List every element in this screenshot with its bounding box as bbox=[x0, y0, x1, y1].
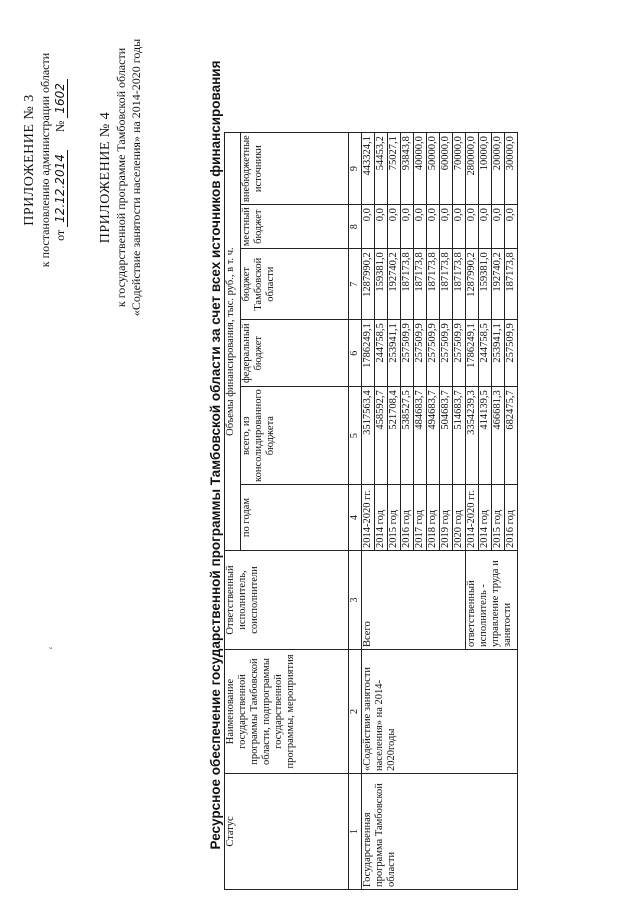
federal-cell: 244758,5 bbox=[479, 320, 492, 387]
total-cell: 521708,4 bbox=[388, 387, 401, 485]
regional-cell: 187173,8 bbox=[440, 249, 453, 320]
index-cell: 3 bbox=[349, 551, 362, 650]
table-row bbox=[362, 133, 375, 890]
appendix3-header bbox=[22, 5, 68, 315]
total-cell: 538527,5 bbox=[401, 387, 414, 485]
appendix3-title: ПРИЛОЖЕНИЕ № 3 bbox=[22, 94, 37, 226]
year-cell: 2015 год bbox=[492, 485, 505, 551]
federal-cell: 257509,9 bbox=[440, 320, 453, 387]
total-cell: 494683,7 bbox=[427, 387, 440, 485]
extra-cell: 40000,0 bbox=[414, 133, 427, 205]
total-cell: 3517563,4 bbox=[362, 387, 375, 485]
year-cell: 2014-2020 гг. bbox=[362, 485, 375, 551]
extra-cell: 60000,0 bbox=[440, 133, 453, 205]
extra-cell: 50000,0 bbox=[427, 133, 440, 205]
regional-cell: 187173,8 bbox=[401, 249, 414, 320]
responsible-cell: Всего bbox=[362, 551, 466, 650]
extra-cell: 10000,0 bbox=[479, 133, 492, 205]
regional-cell: 187173,8 bbox=[505, 249, 518, 320]
regional-cell: 187173,8 bbox=[453, 249, 466, 320]
status-cell: Государственная программа Тамбовской области bbox=[362, 774, 518, 890]
local-cell: 0,0 bbox=[492, 205, 505, 249]
total-cell: 414139,5 bbox=[479, 387, 492, 485]
year-cell: 2016 год bbox=[401, 485, 414, 551]
index-cell: 8 bbox=[349, 205, 362, 249]
regional-cell: 192740,2 bbox=[388, 249, 401, 320]
header-volumes: Объемы финансирования, тыс. руб., в т. ч. bbox=[225, 133, 241, 551]
local-cell: 0,0 bbox=[401, 205, 414, 249]
year-cell: 2019 год bbox=[440, 485, 453, 551]
header-status: Статус bbox=[225, 774, 349, 890]
local-cell: 0,0 bbox=[440, 205, 453, 249]
year-cell: 2017 год bbox=[414, 485, 427, 551]
total-cell: 3354239,3 bbox=[466, 387, 479, 485]
regional-cell: 187173,8 bbox=[427, 249, 440, 320]
total-cell: 458592,7 bbox=[375, 387, 388, 485]
header-name: Наименование государственной программы Тамбовской области, подпрограммы государственной программы, мероприятия bbox=[225, 650, 349, 774]
responsible-cell: ответственный исполнитель - управление труда и занятости bbox=[466, 551, 518, 650]
main-title: Ресурсное обеспечение государственной программы Тамбовской области за счет всех источников финансирования bbox=[208, 60, 223, 850]
local-cell: 0,0 bbox=[427, 205, 440, 249]
number-label: № bbox=[53, 120, 67, 133]
header-total: всего, из консолидированного бюджета bbox=[241, 387, 349, 485]
handwritten-number: 1602 bbox=[53, 79, 68, 118]
index-cell: 6 bbox=[349, 320, 362, 387]
total-cell: 514683,7 bbox=[453, 387, 466, 485]
federal-cell: 257509,9 bbox=[505, 320, 518, 387]
total-cell: 682475,7 bbox=[505, 387, 518, 485]
appendix4-line1: к государственной программе Тамбовской области bbox=[114, 47, 128, 308]
local-cell: 0,0 bbox=[479, 205, 492, 249]
local-cell: 0,0 bbox=[388, 205, 401, 249]
appendix4-header bbox=[98, 5, 144, 350]
table-body bbox=[362, 133, 518, 890]
federal-cell: 244758,5 bbox=[375, 320, 388, 387]
federal-cell: 1786249,1 bbox=[466, 320, 479, 387]
header-responsible: Ответственный исполнитель, соисполнители bbox=[225, 551, 349, 650]
federal-cell: 257509,9 bbox=[414, 320, 427, 387]
local-cell: 0,0 bbox=[362, 205, 375, 249]
extra-cell: 30000,0 bbox=[505, 133, 518, 205]
extra-cell: 443324,1 bbox=[362, 133, 375, 205]
year-cell: 2014 год bbox=[479, 485, 492, 551]
year-cell: 2020 год bbox=[453, 485, 466, 551]
index-cell: 1 bbox=[349, 774, 362, 890]
handwritten-date: 12.12.2014 bbox=[53, 150, 68, 227]
local-cell: 0,0 bbox=[414, 205, 427, 249]
year-cell: 2014 год bbox=[375, 485, 388, 551]
year-cell: 2018 год bbox=[427, 485, 440, 551]
program-name-cell: «Содействие занятости населения» на 2014-2020годы bbox=[362, 650, 518, 774]
federal-cell: 257509,9 bbox=[453, 320, 466, 387]
extra-cell: 75027,1 bbox=[388, 133, 401, 205]
header-by-years: по годам bbox=[241, 485, 349, 551]
regional-cell: 1287990,2 bbox=[362, 249, 375, 320]
federal-cell: 1786249,1 bbox=[362, 320, 375, 387]
federal-cell: 253941,1 bbox=[388, 320, 401, 387]
index-cell: 9 bbox=[349, 133, 362, 205]
federal-cell: 257509,9 bbox=[427, 320, 440, 387]
appendix4-title: ПРИЛОЖЕНИЕ № 4 bbox=[98, 111, 113, 244]
regional-cell: 159381,0 bbox=[375, 249, 388, 320]
local-cell: 0,0 bbox=[375, 205, 388, 249]
appendix4-line2: «Содействие занятости населения» на 2014-2020 годы bbox=[129, 38, 143, 317]
stray-mark: ‘ bbox=[46, 646, 60, 650]
appendix3-line: к постановлению администрации области bbox=[38, 52, 52, 268]
total-cell: 484683,7 bbox=[414, 387, 427, 485]
extra-cell: 280000,0 bbox=[466, 133, 479, 205]
local-cell: 0,0 bbox=[453, 205, 466, 249]
local-cell: 0,0 bbox=[505, 205, 518, 249]
federal-cell: 257509,9 bbox=[401, 320, 414, 387]
regional-cell: 192740,2 bbox=[492, 249, 505, 320]
extra-cell: 70000,0 bbox=[453, 133, 466, 205]
header-extra: внебюджетные источники bbox=[241, 133, 349, 205]
header-local: местный бюджет bbox=[241, 205, 349, 249]
regional-cell: 1287990,2 bbox=[466, 249, 479, 320]
extra-cell: 20000,0 bbox=[492, 133, 505, 205]
extra-cell: 54453,2 bbox=[375, 133, 388, 205]
appendix3-date-number bbox=[53, 5, 68, 315]
year-cell: 2014-2020 гг. bbox=[466, 485, 479, 551]
local-cell: 0,0 bbox=[466, 205, 479, 249]
from-label: от bbox=[53, 229, 67, 241]
federal-cell: 253941,1 bbox=[492, 320, 505, 387]
regional-cell: 159381,0 bbox=[479, 249, 492, 320]
index-cell: 5 bbox=[349, 387, 362, 485]
year-cell: 2015 год bbox=[388, 485, 401, 551]
resource-table bbox=[224, 132, 518, 890]
regional-cell: 187173,8 bbox=[414, 249, 427, 320]
total-cell: 466681,3 bbox=[492, 387, 505, 485]
index-cell: 7 bbox=[349, 249, 362, 320]
index-cell: 2 bbox=[349, 650, 362, 774]
index-cell: 4 bbox=[349, 485, 362, 551]
extra-cell: 93843,8 bbox=[401, 133, 414, 205]
header-regional: бюджет Тамбовской области bbox=[241, 249, 349, 320]
total-cell: 504683,7 bbox=[440, 387, 453, 485]
header-federal: федеральный бюджет bbox=[241, 320, 349, 387]
year-cell: 2016 год bbox=[505, 485, 518, 551]
